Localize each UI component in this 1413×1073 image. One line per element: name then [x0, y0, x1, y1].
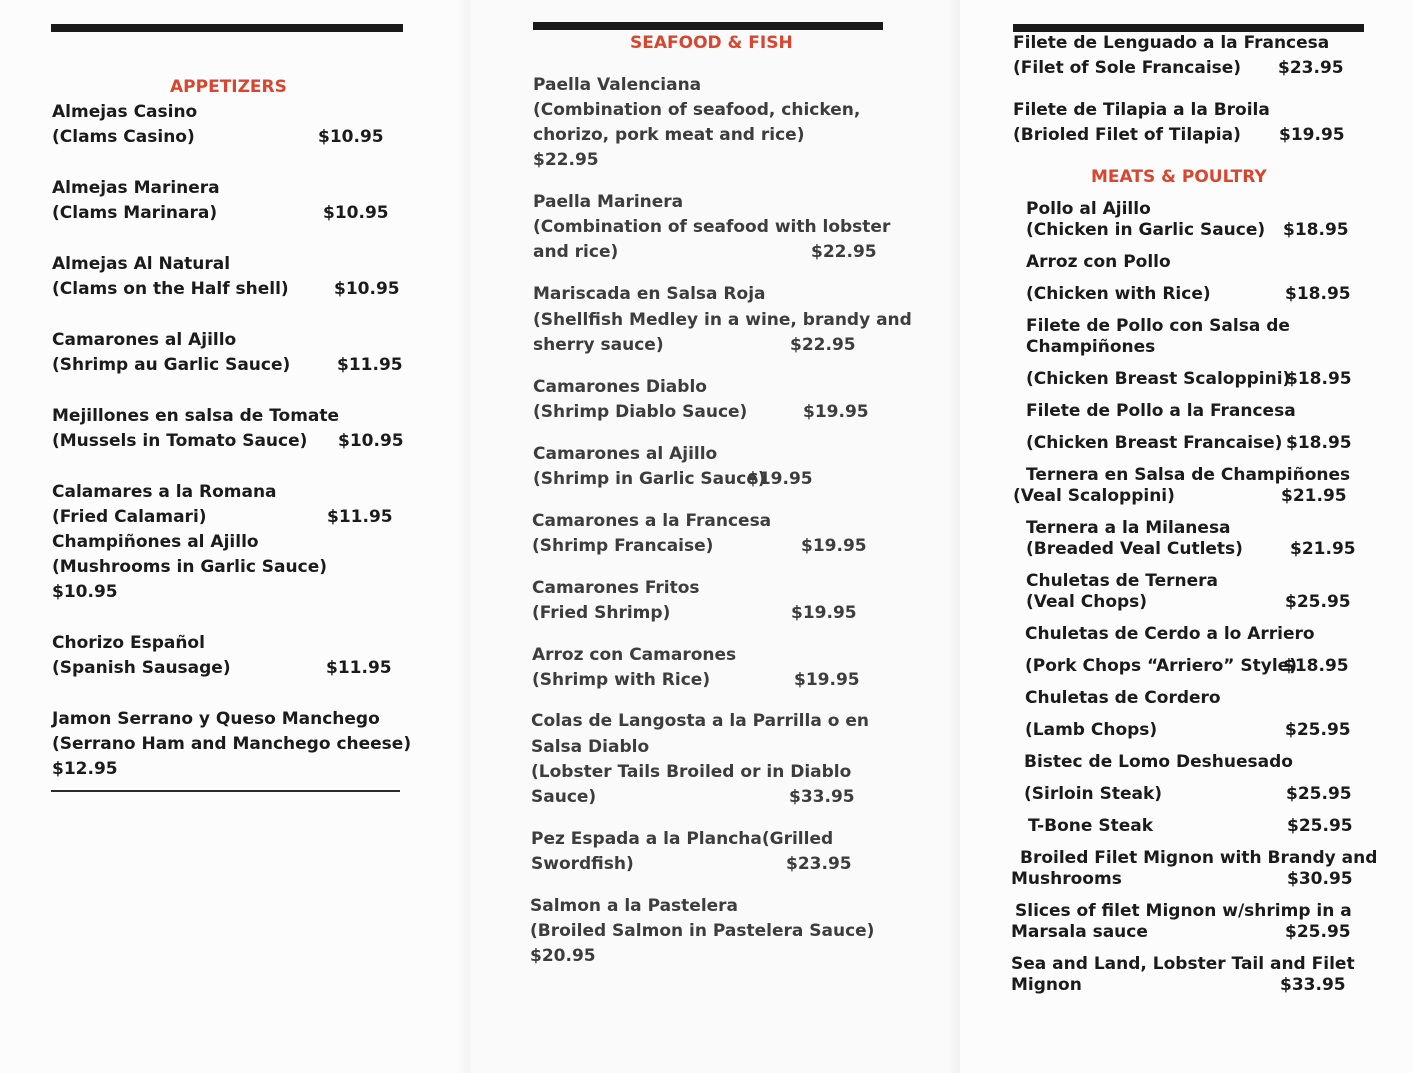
item-name: Mushrooms [1011, 869, 1122, 889]
item-price: $10.95 [52, 582, 118, 602]
item-name: Camarones al Ajillo [52, 330, 237, 350]
item-price: $25.95 [1286, 784, 1352, 804]
top-bar [51, 24, 403, 32]
item-name: Calamares a la Romana [52, 482, 277, 502]
item-desc: chorizo, pork meat and rice) [533, 125, 805, 145]
item-price: $19.95 [794, 670, 860, 690]
item-desc: (Fried Calamari) [52, 507, 207, 527]
item-price: $11.95 [326, 658, 392, 678]
item-price: $10.95 [334, 279, 400, 299]
item-name: Pollo al Ajillo [1026, 199, 1151, 219]
item-desc: (Chicken Breast Scaloppini) [1026, 369, 1291, 389]
item-price: $22.95 [533, 150, 599, 170]
item-name: Chuletas de Cordero [1025, 688, 1221, 708]
appetizers-panel [0, 0, 470, 1073]
section-heading: SEAFOOD & FISH [630, 33, 793, 53]
item-price: $18.95 [1286, 369, 1352, 389]
item-price: $23.95 [786, 854, 852, 874]
item-name: Sea and Land, Lobster Tail and Filet [1011, 954, 1355, 974]
item-price: $33.95 [1280, 975, 1346, 995]
item-desc: (Chicken Breast Francaise) [1026, 433, 1283, 453]
item-desc: (Brioled Filet of Tilapia) [1013, 125, 1241, 145]
item-desc: (Veal Scaloppini) [1013, 486, 1175, 506]
item-name: Salsa Diablo [531, 737, 650, 757]
item-name: Mariscada en Salsa Roja [533, 284, 766, 304]
item-desc: (Shrimp Diablo Sauce) [533, 402, 748, 422]
item-price: $18.95 [1283, 656, 1349, 676]
item-price: $19.95 [1279, 125, 1345, 145]
item-price: $11.95 [337, 355, 403, 375]
item-price: $19.95 [747, 469, 813, 489]
item-desc: (Combination of seafood with lobster [533, 217, 891, 237]
section-heading: APPETIZERS [170, 77, 287, 97]
item-name: Arroz con Camarones [532, 645, 737, 665]
item-desc: (Combination of seafood, chicken, [533, 100, 861, 120]
item-desc: (Clams on the Half shell) [52, 279, 289, 299]
bottom-rule [51, 790, 400, 792]
item-name: Chuletas de Cerdo a lo Arriero [1025, 624, 1315, 644]
item-desc: (Filet of Sole Francaise) [1013, 58, 1242, 78]
item-price: $21.95 [1281, 486, 1347, 506]
item-name: Pez Espada a la Plancha(Grilled [531, 829, 834, 849]
item-price: $18.95 [1285, 284, 1351, 304]
item-name: Camarones al Ajillo [533, 444, 718, 464]
item-price: $10.95 [338, 431, 404, 451]
item-name: Bistec de Lomo Deshuesado [1024, 752, 1293, 772]
item-name: Filete de Tilapia a la Broila [1013, 100, 1270, 120]
item-price: $11.95 [327, 507, 393, 527]
item-name: Mignon [1011, 975, 1082, 995]
item-name: Camarones Diablo [533, 377, 707, 397]
item-name: Slices of filet Mignon w/shrimp in a [1015, 901, 1352, 921]
item-price: $18.95 [1286, 433, 1352, 453]
item-name: Filete de Pollo con Salsa de [1026, 316, 1290, 336]
item-name: Ternera en Salsa de Champiñones [1026, 465, 1351, 485]
item-name: Paella Valenciana [533, 75, 702, 95]
item-name: Arroz con Pollo [1026, 252, 1171, 272]
seafood-panel [470, 0, 960, 1073]
item-name: Champiñones [1026, 337, 1156, 357]
item-name: Mejillones en salsa de Tomate [52, 406, 340, 426]
item-price: $22.95 [811, 242, 877, 262]
item-name: Chuletas de Ternera [1026, 571, 1219, 591]
item-price: $18.95 [1283, 220, 1349, 240]
item-desc: Sauce) [531, 787, 597, 807]
item-desc: (Spanish Sausage) [52, 658, 231, 678]
item-name: Almejas Marinera [52, 178, 220, 198]
item-desc: (Clams Casino) [52, 127, 195, 147]
item-name: Filete de Pollo a la Francesa [1026, 401, 1296, 421]
item-desc: (Broiled Salmon in Pastelera Sauce) [530, 921, 875, 941]
item-name: Broiled Filet Mignon with Brandy and [1020, 848, 1378, 868]
item-price: $25.95 [1287, 816, 1353, 836]
item-price: $19.95 [791, 603, 857, 623]
item-price: $12.95 [52, 759, 118, 779]
item-price: $25.95 [1285, 720, 1351, 740]
meats-panel [960, 0, 1413, 1073]
item-name: Champiñones al Ajillo [52, 532, 259, 552]
item-desc: (Lamb Chops) [1025, 720, 1158, 740]
item-name: Chorizo Español [52, 633, 205, 653]
item-desc: (Chicken in Garlic Sauce) [1026, 220, 1266, 240]
item-price: $25.95 [1285, 592, 1351, 612]
item-name: Almejas Casino [52, 102, 198, 122]
item-price: $21.95 [1290, 539, 1356, 559]
item-name: T-Bone Steak [1028, 816, 1154, 836]
item-desc: (Clams Marinara) [52, 203, 218, 223]
item-desc: (Shrimp Francaise) [532, 536, 714, 556]
item-price: $33.95 [789, 787, 855, 807]
item-name: Paella Marinera [533, 192, 684, 212]
item-desc: (Sirloin Steak) [1024, 784, 1163, 804]
item-desc: (Fried Shrimp) [532, 603, 671, 623]
item-name: Swordfish) [531, 854, 634, 874]
item-desc: sherry sauce) [533, 335, 664, 355]
top-bar [533, 22, 883, 30]
item-name: Almejas Al Natural [52, 254, 231, 274]
item-desc: (Veal Chops) [1026, 592, 1148, 612]
item-price: $23.95 [1278, 58, 1344, 78]
item-price: $30.95 [1287, 869, 1353, 889]
item-desc: (Shrimp in Garlic Sauce) [533, 469, 766, 489]
item-price: $20.95 [530, 946, 596, 966]
item-desc: (Pork Chops “Arriero” Style) [1025, 656, 1297, 676]
item-desc: (Shellfish Medley in a wine, brandy and [533, 310, 912, 330]
item-desc: (Chicken with Rice) [1026, 284, 1211, 304]
section-heading: MEATS & POULTRY [1091, 167, 1267, 187]
item-price: $10.95 [323, 203, 389, 223]
item-name: Marsala sauce [1011, 922, 1148, 942]
item-desc: (Breaded Veal Cutlets) [1026, 539, 1243, 559]
item-desc: and rice) [533, 242, 619, 262]
item-price: $19.95 [803, 402, 869, 422]
item-name: Filete de Lenguado a la Francesa [1013, 33, 1330, 53]
item-desc: (Shrimp with Rice) [532, 670, 711, 690]
item-name: Camarones a la Francesa [532, 511, 772, 531]
item-name: Colas de Langosta a la Parrilla o en [531, 711, 869, 731]
item-price: $22.95 [790, 335, 856, 355]
item-price: $25.95 [1285, 922, 1351, 942]
item-name: Ternera a la Milanesa [1026, 518, 1231, 538]
item-name: Jamon Serrano y Queso Manchego [52, 709, 380, 729]
item-price: $10.95 [318, 127, 384, 147]
item-desc: (Serrano Ham and Manchego cheese) [52, 734, 412, 754]
top-bar [1013, 24, 1364, 32]
item-name: Camarones Fritos [532, 578, 700, 598]
item-desc: (Lobster Tails Broiled or in Diablo [531, 762, 852, 782]
item-desc: (Shrimp au Garlic Sauce) [52, 355, 291, 375]
item-desc: (Mushrooms in Garlic Sauce) [52, 557, 328, 577]
item-price: $19.95 [801, 536, 867, 556]
item-name: Salmon a la Pastelera [530, 896, 739, 916]
item-desc: (Mussels in Tomato Sauce) [52, 431, 308, 451]
